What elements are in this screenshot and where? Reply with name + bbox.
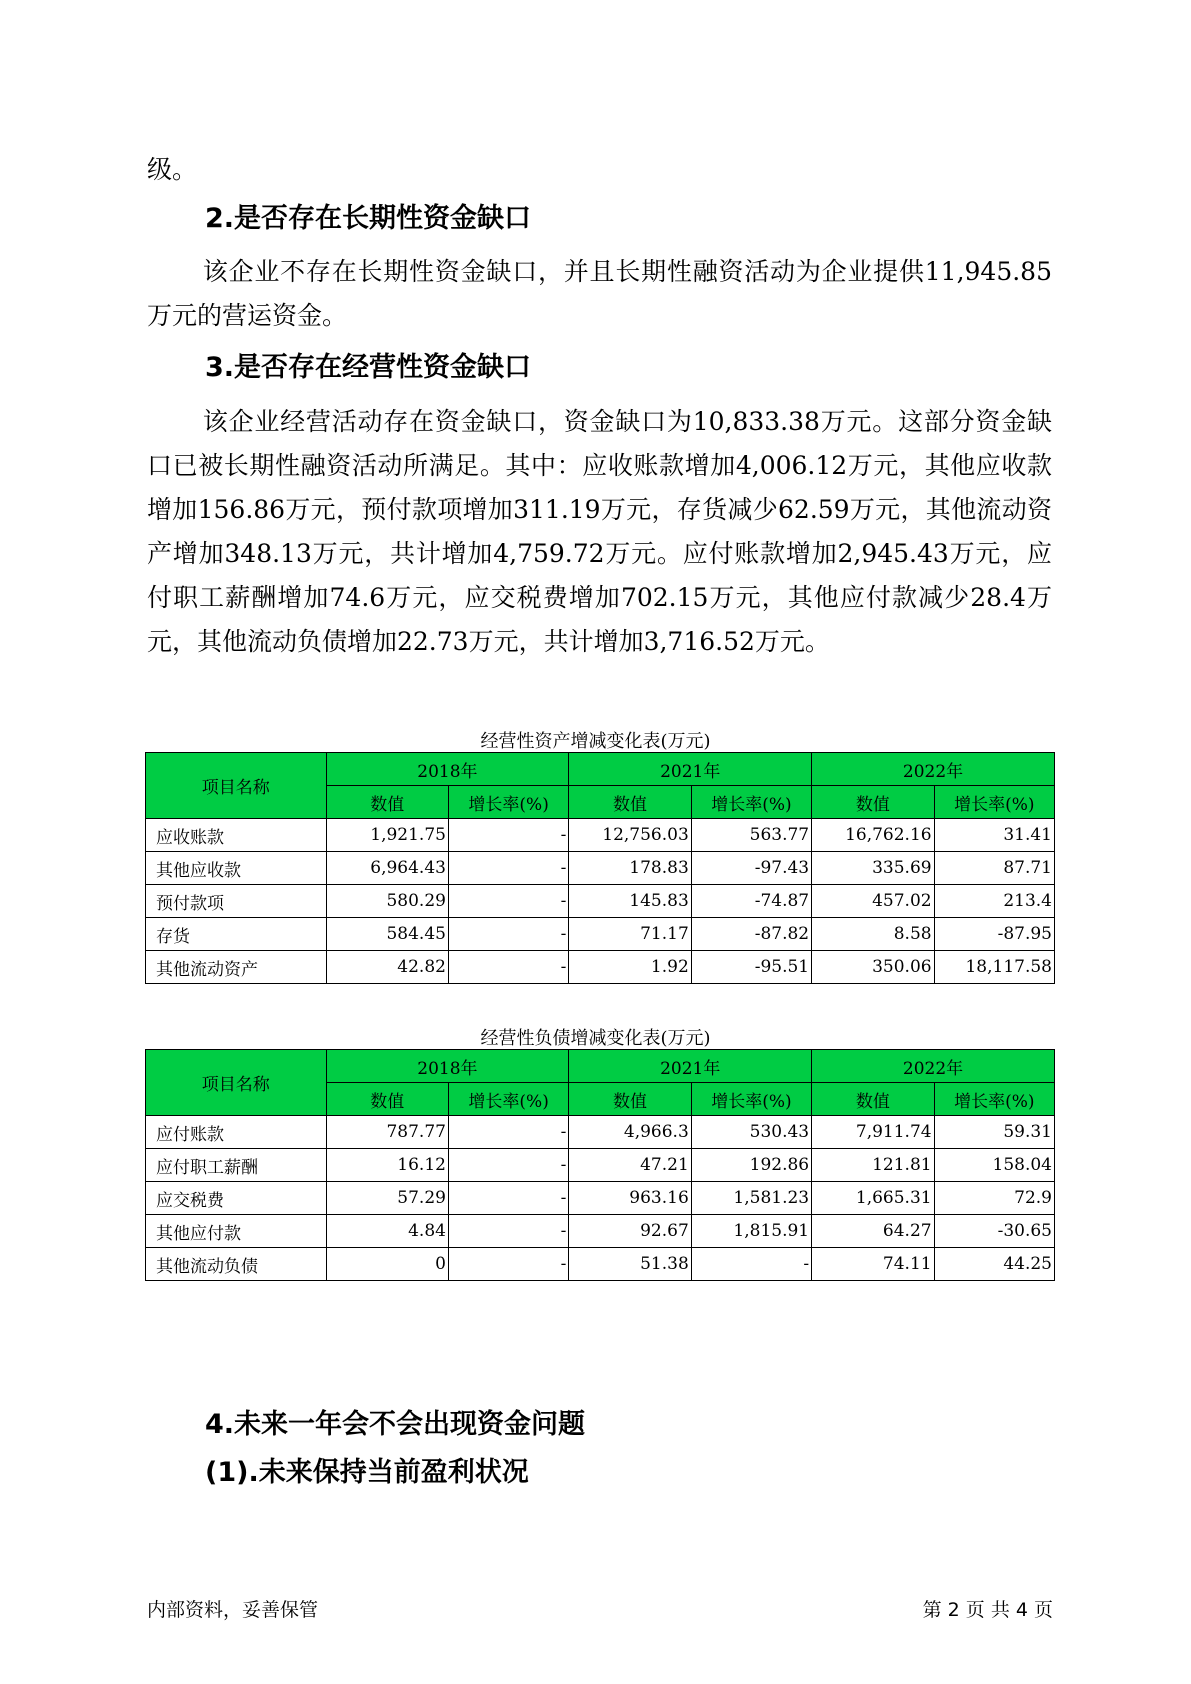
value-cell: -87.95 [934,918,1054,951]
table-row [146,1149,1055,1182]
value-cell: 92.67 [569,1215,691,1248]
value-cell: - [448,885,568,918]
value-cell: 72.9 [934,1182,1054,1215]
assets-name-header: 项目名称 [146,753,327,819]
liabilities-year-header: 2021年 [569,1050,812,1083]
section-4-title: 4.未来一年会不会出现资金问题 [205,1409,586,1440]
row-label-cell: 其他应收款 [146,852,327,885]
assets-table [145,752,1055,984]
table-row [146,951,1055,984]
value-header: 数值 [569,786,691,819]
growth-header: 增长率(%) [934,786,1054,819]
value-cell: 145.83 [569,885,691,918]
value-cell: 1,581.23 [691,1182,811,1215]
section-3-paragraph [147,400,1052,664]
liabilities-year-header: 2022年 [812,1050,1055,1083]
assets-table-body [146,819,1055,984]
liabilities-table-body [146,1116,1055,1281]
assets-header-years [146,753,1055,786]
value-cell: - [448,951,568,984]
value-cell: 457.02 [812,885,934,918]
value-cell: - [448,1215,568,1248]
section-2-title: 2.是否存在长期性资金缺口 [205,203,532,234]
value-cell: 963.16 [569,1182,691,1215]
value-cell: 192.86 [691,1149,811,1182]
value-cell: 350.06 [812,951,934,984]
value-cell: 64.27 [812,1215,934,1248]
section-3-title: 3.是否存在经营性资金缺口 [205,352,532,383]
section-2-text: 该企业不存在长期性资金缺口，并且长期性融资活动为企业提供11,945.85万元的营运资金。 [147,257,1052,330]
value-cell: - [448,819,568,852]
value-cell: 178.83 [569,852,691,885]
value-cell: -97.43 [691,852,811,885]
footer-page-number: 第 2 页 共 4 页 [922,1599,1053,1621]
row-label-cell: 其他流动资产 [146,951,327,984]
section-2-paragraph [147,250,1052,338]
paragraph-fragment: 级。 [147,155,198,184]
table-row [146,885,1055,918]
table-row [146,852,1055,885]
value-cell: - [448,1149,568,1182]
section-4-subtitle: (1).未来保持当前盈利状况 [205,1457,529,1488]
liabilities-table [145,1049,1055,1281]
value-header: 数值 [812,1083,934,1116]
value-cell: 7,911.74 [812,1116,934,1149]
row-label-cell: 应付账款 [146,1116,327,1149]
row-label-cell: 其他应付款 [146,1215,327,1248]
value-header: 数值 [812,786,934,819]
value-cell: 31.41 [934,819,1054,852]
value-cell: 4,966.3 [569,1116,691,1149]
value-cell: 59.31 [934,1116,1054,1149]
value-cell: 563.77 [691,819,811,852]
value-cell: 787.77 [326,1116,448,1149]
value-cell: -87.82 [691,918,811,951]
value-cell: 18,117.58 [934,951,1054,984]
assets-table-caption: 经营性资产增减变化表(万元) [480,731,711,752]
liabilities-table-caption: 经营性负债增减变化表(万元) [480,1028,711,1049]
value-cell: 87.71 [934,852,1054,885]
growth-header: 增长率(%) [691,1083,811,1116]
value-header: 数值 [569,1083,691,1116]
footer-confidential-note: 内部资料，妥善保管 [147,1599,319,1621]
value-header: 数值 [326,1083,448,1116]
value-cell: 74.11 [812,1248,934,1281]
value-cell: 213.4 [934,885,1054,918]
row-label-cell: 应付职工薪酬 [146,1149,327,1182]
assets-year-header: 2018年 [326,753,569,786]
value-cell: 47.21 [569,1149,691,1182]
value-cell: 16,762.16 [812,819,934,852]
value-cell: 530.43 [691,1116,811,1149]
table-row [146,918,1055,951]
value-cell: 12,756.03 [569,819,691,852]
value-cell: 1,665.31 [812,1182,934,1215]
row-label-cell: 应交税费 [146,1182,327,1215]
growth-header: 增长率(%) [448,1083,568,1116]
assets-year-header: 2022年 [812,753,1055,786]
value-cell: 0 [326,1248,448,1281]
table-row [146,1215,1055,1248]
value-cell: 8.58 [812,918,934,951]
value-cell: 1.92 [569,951,691,984]
value-cell: 4.84 [326,1215,448,1248]
value-cell: -95.51 [691,951,811,984]
value-cell: 44.25 [934,1248,1054,1281]
value-cell: 57.29 [326,1182,448,1215]
value-cell: 1,921.75 [326,819,448,852]
value-cell: 584.45 [326,918,448,951]
row-label-cell: 其他流动负债 [146,1248,327,1281]
value-cell: 51.38 [569,1248,691,1281]
value-cell: 580.29 [326,885,448,918]
growth-header: 增长率(%) [448,786,568,819]
value-cell: 158.04 [934,1149,1054,1182]
value-cell: - [448,1248,568,1281]
value-cell: - [448,1182,568,1215]
value-cell: 16.12 [326,1149,448,1182]
value-header: 数值 [326,786,448,819]
table-row [146,1248,1055,1281]
value-cell: 335.69 [812,852,934,885]
row-label-cell: 预付款项 [146,885,327,918]
value-cell: - [448,918,568,951]
section-3-text: 该企业经营活动存在资金缺口，资金缺口为10,833.38万元。这部分资金缺口已被长期性融资活动所满足。其中：应收账款增加4,006.12万元，其他应收款增加156.86万元，预付款项增加311.19万元，存货减少62.59万元，其他流动资产增加348.13万元，共计增加4,759.72万元。应付账款增加2,945.43万元，应付职工薪酬增加74.6万元，应交税费增加702.15万元，其他应付款减少28.4万元，其他流动负债增加22.73万元，共计增加3,716.52万元。 [147,407,1052,656]
growth-header: 增长率(%) [934,1083,1054,1116]
liabilities-name-header: 项目名称 [146,1050,327,1116]
value-cell: 6,964.43 [326,852,448,885]
liabilities-year-header: 2018年 [326,1050,569,1083]
row-label-cell: 应收账款 [146,819,327,852]
table-row [146,1116,1055,1149]
value-cell: -74.87 [691,885,811,918]
liabilities-header-years [146,1050,1055,1083]
value-cell: 71.17 [569,918,691,951]
table-row [146,1182,1055,1215]
value-cell: 42.82 [326,951,448,984]
value-cell: - [448,852,568,885]
value-cell: - [691,1248,811,1281]
value-cell: 121.81 [812,1149,934,1182]
growth-header: 增长率(%) [691,786,811,819]
assets-year-header: 2021年 [569,753,812,786]
value-cell: -30.65 [934,1215,1054,1248]
row-label-cell: 存货 [146,918,327,951]
value-cell: 1,815.91 [691,1215,811,1248]
value-cell: - [448,1116,568,1149]
table-row [146,819,1055,852]
